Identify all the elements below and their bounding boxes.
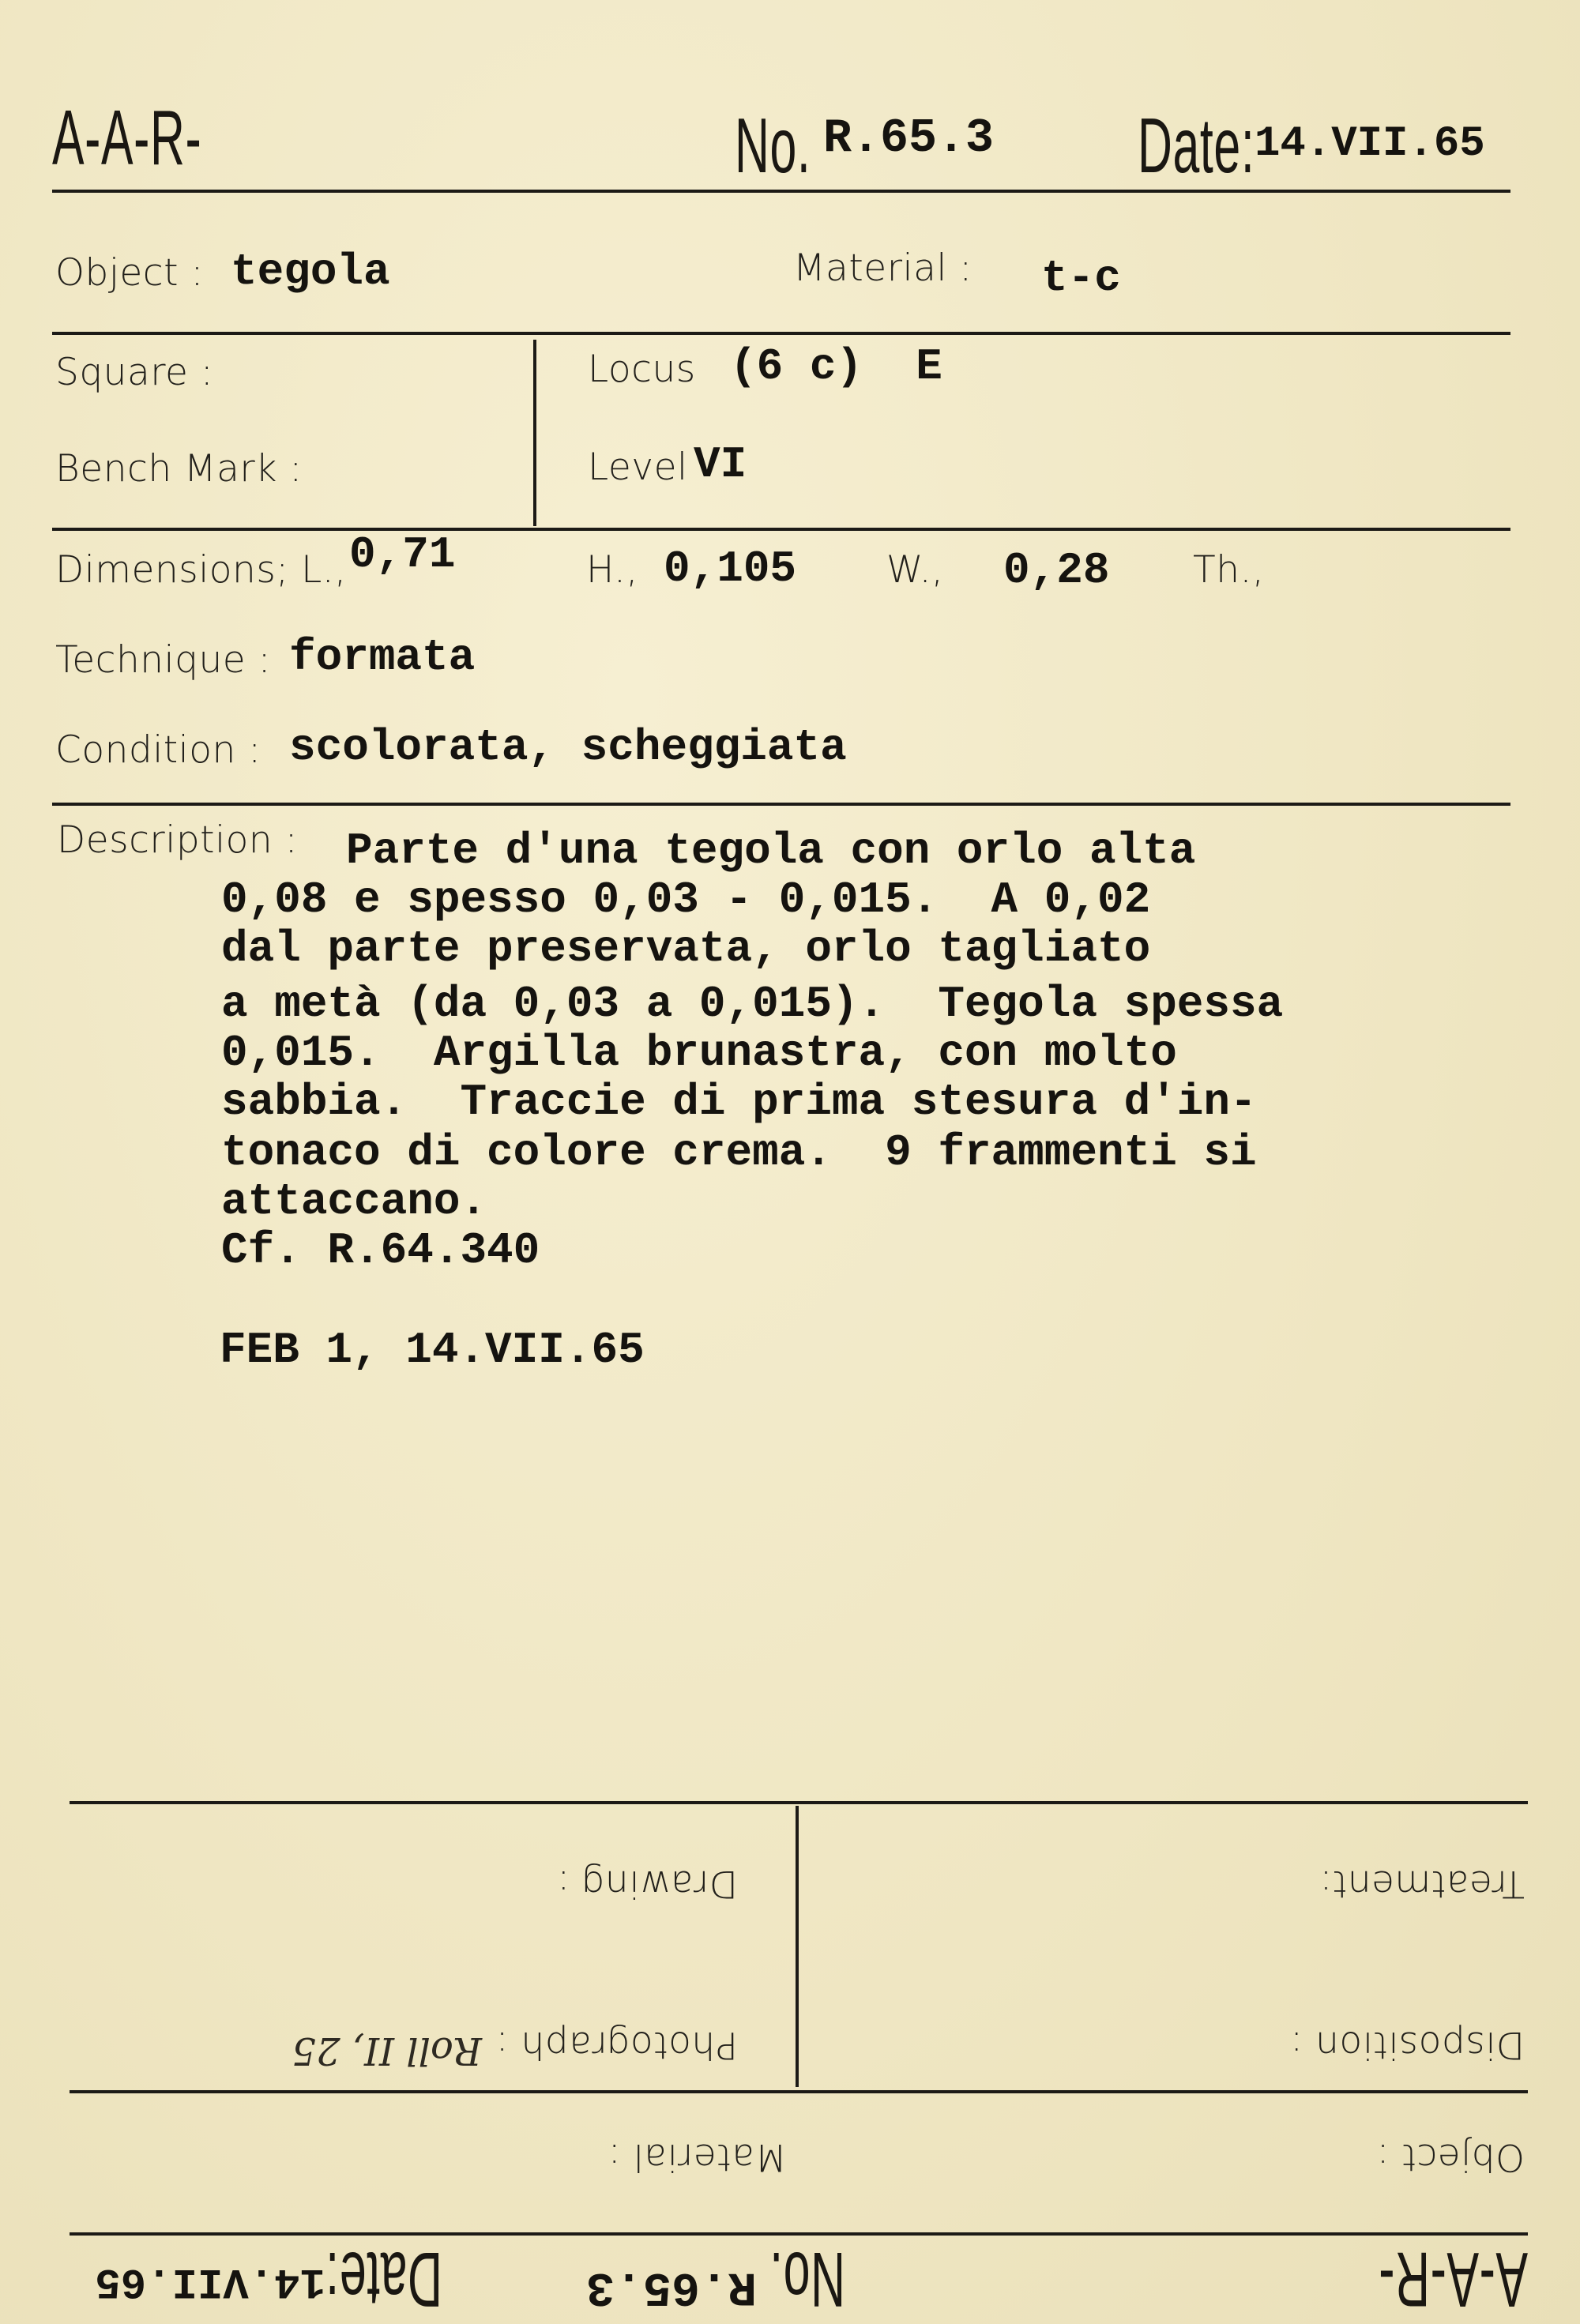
height-value: 0,105 <box>664 543 797 594</box>
technique-label: Technique : <box>55 638 271 682</box>
square-label: Square : <box>55 351 214 394</box>
footer-number-label: No. <box>769 2236 845 2323</box>
footer-material-label: Material : <box>608 2135 787 2179</box>
description-line: dal parte preservata, orlo tagliato <box>221 923 1151 974</box>
width-label: W., <box>886 548 944 592</box>
description-line: Cf. R.64.340 <box>221 1225 540 1276</box>
footer-object-divider <box>70 2090 1528 2093</box>
footer-photograph-label: Photograph : <box>495 2023 738 2066</box>
locus-value: (6 c) E <box>730 341 942 392</box>
level-label: Level <box>588 446 688 489</box>
footer-date-label: Date: <box>325 2236 442 2323</box>
technique-value: formata <box>289 632 476 683</box>
description-line: 0,015. Argilla brunastra, con molto <box>221 1028 1177 1078</box>
footer-object-label: Object : <box>1376 2135 1525 2179</box>
description-label: Description : <box>57 818 298 862</box>
level-value: VI <box>694 439 747 490</box>
date-label: Date: <box>1138 102 1255 189</box>
bench-mark-label: Bench Mark : <box>55 447 303 491</box>
footer-treatment-label: Treatment: <box>1319 1862 1525 1905</box>
condition-divider <box>52 803 1510 806</box>
description-line: sabbia. Traccie di prima stesura d'in- <box>221 1077 1257 1127</box>
width-value: 0,28 <box>1003 545 1110 596</box>
header-divider <box>52 190 1510 193</box>
locus-divider <box>52 528 1510 531</box>
material-value: t-c <box>1041 253 1121 303</box>
square-locus-divider <box>533 340 536 526</box>
object-value: tegola <box>231 246 390 297</box>
height-label: H., <box>586 548 638 592</box>
description-line: attaccano. <box>221 1176 487 1227</box>
footer-institution-code: A-A-R- <box>1378 2236 1528 2323</box>
number-label: No. <box>735 102 811 189</box>
locus-label: Locus <box>588 348 696 391</box>
date-value: 14.VII.65 <box>1255 120 1485 168</box>
footer-drawing-label: Drawing : <box>556 1862 738 1905</box>
condition-label: Condition : <box>55 728 261 772</box>
description-line: a metà (da 0,03 a 0,015). Tegola spessa <box>221 979 1284 1029</box>
footer-bottom-divider <box>70 1801 1528 1804</box>
condition-value: scolorata, scheggiata <box>289 722 847 773</box>
footer-disposition-label: Disposition : <box>1289 2023 1525 2066</box>
dimensions-label: Dimensions; L., <box>55 548 347 592</box>
institution-code: A-A-R- <box>52 94 202 181</box>
object-label: Object : <box>55 251 204 295</box>
description-line: Parte d'una tegola con orlo alta <box>346 825 1196 876</box>
description-note: FEB 1, 14.VII.65 <box>220 1325 645 1375</box>
footer-number-value: R.65.3 <box>585 2259 757 2313</box>
thickness-label: Th., <box>1193 548 1265 592</box>
footer-date-value: 14.VII.65 <box>95 2257 325 2305</box>
object-divider <box>52 332 1510 335</box>
description-line: 0,08 e spesso 0,03 - 0,015. A 0,02 <box>221 874 1151 925</box>
footer-header-divider <box>70 2232 1528 2236</box>
material-label: Material : <box>793 246 972 290</box>
footer-photograph-value: Roll II, 25 <box>292 2029 482 2073</box>
number-value: R.65.3 <box>823 112 995 166</box>
length-value: 0,71 <box>349 529 456 580</box>
inverted-footer <box>0 1683 1580 2324</box>
description-line: tonaco di colore crema. 9 frammenti si <box>221 1127 1257 1178</box>
footer-column-divider <box>796 1806 799 2087</box>
